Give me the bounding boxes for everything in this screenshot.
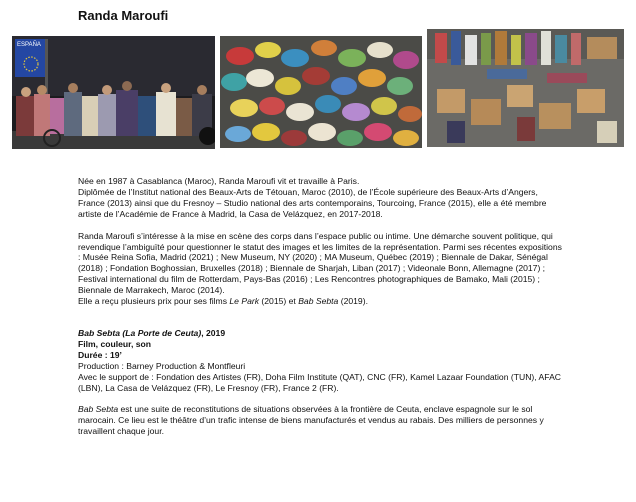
- work-description: [78, 404, 563, 437]
- bio-birth: Née en 1987 à Casablanca (Maroc), Randa Maroufi vit et travaille à Paris.: [78, 176, 360, 186]
- work-support: Avec le support de : Fondation des Artistes (FR), Doha Film Institute (QAT), CNC (FR), Kamel Lazaar Foundation (TUN), AFAC (LBN), La Casa de Velázquez (FR), Le Fresnoy (FR), France 2 (FR).: [78, 371, 562, 393]
- film1-year: (2015) et: [259, 296, 299, 307]
- work-production: Production : Barney Production & Montfleuri: [78, 360, 246, 371]
- sign-label: ESPAÑA: [17, 42, 41, 48]
- film2-year: (2019).: [338, 296, 368, 307]
- film-le-park: Le Park: [229, 296, 260, 307]
- work-desc-text: est une suite de reconstitutions de situations observées à la frontière de Ceuta, enclave espagnole sur le sol marocain. Ce lieu est le théâtre d’un trafic intense de biens manufacturés et vendus au rabais. Des milliers de personnes y travaillent chaque jour.: [78, 404, 544, 437]
- work-medium: Film, couleur, son: [78, 338, 152, 349]
- photo-people-boxes: [427, 29, 624, 147]
- practice-paragraph: [78, 231, 563, 307]
- photo-bundles-aerial: [220, 36, 422, 148]
- work-desc-title: Bab Sebta: [78, 404, 119, 415]
- work-title-line: [78, 328, 563, 339]
- film-bab-sebta: Bab Sebta: [298, 296, 339, 307]
- text-body: [78, 176, 563, 437]
- work-year: , 2019: [201, 327, 226, 338]
- work-duration: Durée : 19’: [78, 349, 122, 360]
- bio-education: Diplômée de l’Institut national des Beaux-Arts de Tétouan, Maroc (2010), de l’École supérieure des Beaux-Arts d’Angers, France (2013) ainsi que du Fresnoy – Studio national des arts contemporains, Tourcoing, France (2015), elle a été membre artiste de l’Académie de France à Madrid, la Casa de Velázquez, en 2017-2018.: [78, 186, 547, 219]
- practice-text: Randa Maroufi s’intéresse à la mise en scène des corps dans l’espace public ou intime. Une démarche souvent politique, qui revendique l’ambiguïté pour questionner le statut des images et les limites de la représentation. Parmi ses récentes expositions : Musée Reina Sofia, Madrid (2021) ; New Museum, NY (2020) ; MA Museum, Québec (2019) ; Biennale de Dakar, Sénégal (2018) ; Fondation Boghossian, Bruxelles (2018) ; Biennale de Sharjah, Liban (2017) ; Videonale Bonn, Allemagne (2017) ; Festival international du film de Rotterdam, Pays-Bas (2016) ; Les Rencontres photographiques de Bamako, Mali (2015) ; Biennale de Marrakech, Maroc (2014).: [78, 230, 562, 296]
- work-title: Bab Sebta (La Porte de Ceuta): [78, 327, 202, 338]
- photo-border-crossing: [12, 36, 215, 149]
- artist-name: Randa Maroufi: [78, 8, 169, 23]
- prizes-prefix: Elle a reçu plusieurs prix pour ses films: [78, 296, 230, 307]
